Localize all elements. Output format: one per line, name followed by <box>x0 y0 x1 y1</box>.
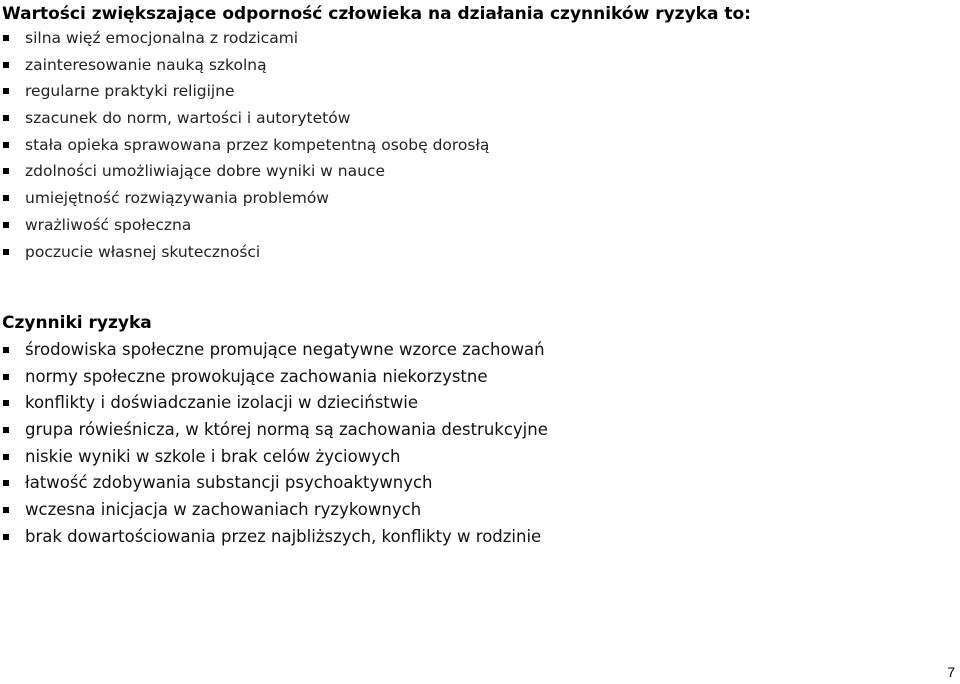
list-item-text: niskie wyniki w szkole i brak celów życiowych <box>25 446 401 466</box>
list-item <box>0 447 548 474</box>
list-item <box>0 161 489 188</box>
list-item <box>0 188 489 215</box>
list-item <box>0 242 489 269</box>
list-item <box>0 420 548 447</box>
list-item <box>0 81 489 108</box>
square-bullet-icon <box>3 195 9 201</box>
square-bullet-icon <box>3 249 9 255</box>
list-item <box>0 527 548 554</box>
list-item <box>0 340 548 367</box>
square-bullet-icon <box>3 347 9 353</box>
protective-factors-list <box>0 28 489 268</box>
list-item <box>0 28 489 55</box>
square-bullet-icon <box>3 427 9 433</box>
list-item-text: umiejętność rozwiązywania problemów <box>25 189 329 208</box>
list-item-text: szacunek do norm, wartości i autorytetów <box>25 109 351 128</box>
list-item-text: poczucie własnej skuteczności <box>25 242 261 261</box>
square-bullet-icon <box>3 480 9 486</box>
list-item <box>0 500 548 527</box>
square-bullet-icon <box>3 115 9 121</box>
list-item <box>0 393 548 420</box>
square-bullet-icon <box>3 88 9 94</box>
list-item-text: brak dowartościowania przez najbliższych, konflikty w rodzinie <box>25 526 542 546</box>
list-item-text: wczesna inicjacja w zachowaniach ryzykownych <box>25 500 422 520</box>
list-item-text: normy społeczne prowokujące zachowania niekorzystne <box>25 366 488 386</box>
protective-factors-title: Wartości zwiększające odporność człowieka na działania czynników ryzyka to: <box>2 4 751 24</box>
list-item-text: grupa rówieśnicza, w której normą są zachowania destrukcyjne <box>25 420 548 440</box>
square-bullet-icon <box>3 168 9 174</box>
square-bullet-icon <box>3 35 9 41</box>
list-item <box>0 108 489 135</box>
square-bullet-icon <box>3 454 9 460</box>
list-item <box>0 473 548 500</box>
square-bullet-icon <box>3 374 9 380</box>
list-item-text: wrażliwość społeczna <box>25 215 192 234</box>
list-item-text: stała opieka sprawowana przez kompetentną osobę dorosłą <box>25 135 490 154</box>
page-number: 7 <box>947 664 955 680</box>
risk-factors-title: Czynniki ryzyka <box>2 313 152 333</box>
square-bullet-icon <box>3 534 9 540</box>
square-bullet-icon <box>3 62 9 68</box>
list-item-text: zdolności umożliwiające dobre wyniki w nauce <box>25 162 385 181</box>
list-item-text: łatwość zdobywania substancji psychoaktywnych <box>25 473 433 493</box>
list-item <box>0 367 548 394</box>
list-item <box>0 215 489 242</box>
list-item-text: zainteresowanie nauką szkolną <box>25 55 267 74</box>
list-item-text: środowiska społeczne promujące negatywne wzorce zachowań <box>25 340 545 359</box>
risk-factors-list <box>0 340 548 554</box>
list-item-text: silna więź emocjonalna z rodzicami <box>25 29 299 47</box>
list-item <box>0 55 489 82</box>
square-bullet-icon <box>3 222 9 228</box>
list-item <box>0 135 489 162</box>
square-bullet-icon <box>3 507 9 513</box>
list-item-text: regularne praktyki religijne <box>25 82 235 101</box>
list-item-text: konflikty i doświadczanie izolacji w dzieciństwie <box>25 393 419 413</box>
square-bullet-icon <box>3 400 9 406</box>
square-bullet-icon <box>3 142 9 148</box>
